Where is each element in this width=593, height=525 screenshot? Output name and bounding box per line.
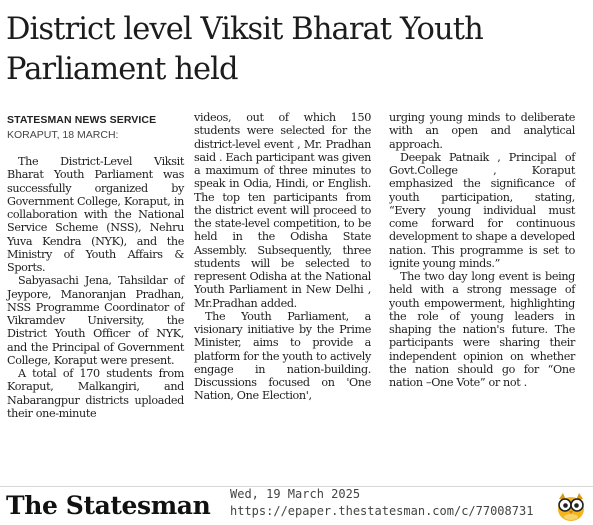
paragraph: Sabyasachi Jena, Tahsildar of Jeypore, Manoranjan Pradhan, NSS Programme Coordinator of Vikramdev University, the District Youth Officer of NYK, and the Principal of Government College, Koraput were present. (7, 274, 184, 367)
paragraph: A total of 170 students from Koraput, Malkangiri, and Nabarangpur districts uploaded their one-minute (7, 367, 184, 420)
paragraph: The two day long event is being held with a strong message of youth empowerment, highlighting the role of young leaders in shaping the nation's future. The participants were sharing their independent opinion on whether the nation should go for “One nation –One Vote” or not . (389, 270, 575, 389)
article-column-2 (194, 111, 371, 403)
headline: District level Viksit Bharat Youth Parliament held (6, 12, 483, 87)
edition-date: Wed, 19 March 2025 (230, 487, 361, 501)
paragraph: urging young minds to deliberate with an open and analytical approach. (389, 111, 575, 151)
article-column-3 (389, 111, 575, 389)
paragraph: The District-Level Viksit Bharat Youth Parliament was successfully organized by Government College, Koraput, in collaboration with the National Service Scheme (NSS), Nehru Yuva Kendra (NYK), and the Ministry of Youth Affairs & Sports. (7, 155, 184, 274)
owl-mascot-icon (554, 490, 588, 522)
dateline: KORAPUT, 18 MARCH: (7, 129, 119, 141)
article-column-1 (7, 155, 184, 420)
paragraph: The Youth Parliament, a visionary initiative by the Prime Minister, aims to provide a platform for the youth to actively engage in nation-building. Discussions focused on 'One Nation, One Election', (194, 309, 371, 403)
byline-agency: STATESMAN NEWS SERVICE (7, 114, 157, 126)
epaper-footer (0, 486, 593, 525)
epaper-link[interactable]: https://epaper.thestatesman.com/c/77008731 (230, 504, 534, 518)
paragraph: videos, out of which 150 students were selected for the district-level event , Mr. Pradhan said . Each participant was given a maximum of three minutes to speak in Odia, Hindi, or English. The top ten participants from the district event will proceed to the state-level competition, to be held in the Odisha State Assembly. Subsequently, three students will be selected to represent Odisha at the National Youth Parliament in New Delhi , Mr.Pradhan added. (194, 111, 371, 310)
masthead-logo: The Statesman (6, 491, 211, 520)
paragraph: Deepak Patnaik , Principal of Govt.College , Koraput emphasized the significance of youth participation, stating, “Every young individual must come forward for continuous development to shape a developed nation. This programme is set to ignite young minds.” (389, 150, 575, 270)
